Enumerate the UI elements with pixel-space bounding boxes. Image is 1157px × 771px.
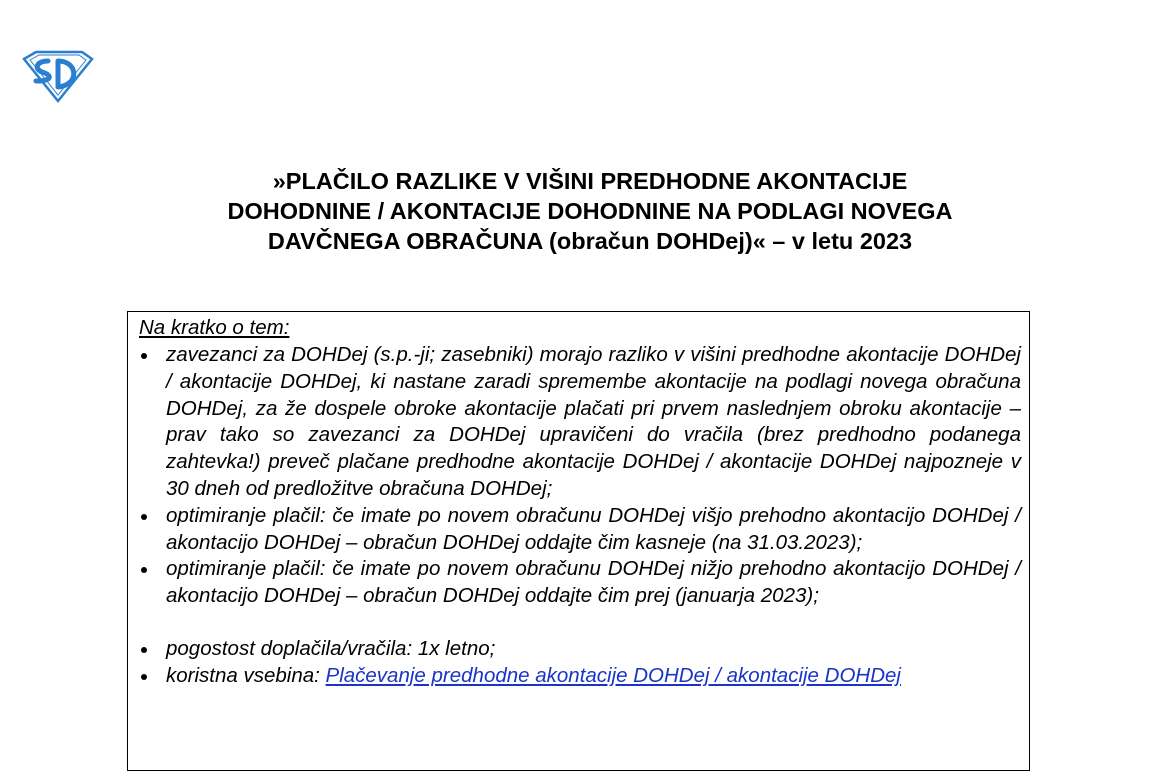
bullet-icon — [141, 647, 147, 653]
bullet-icon — [141, 567, 147, 573]
useful-content-link[interactable]: Plačevanje predhodne akontacije DOHDej / akontacije DOHDej — [325, 663, 901, 687]
summary-list — [128, 342, 1029, 690]
bullet-icon — [141, 353, 147, 359]
useful-content-label: koristna vsebina: — [166, 663, 326, 687]
bullet-icon — [141, 514, 147, 520]
summary-heading: Na kratko o tem: — [139, 316, 290, 339]
title-line-1: »PLAČILO RAZLIKE V VIŠINI PREDHODNE AKONTACIJE — [272, 168, 908, 194]
company-logo — [22, 49, 94, 104]
bullet-icon — [141, 674, 147, 680]
list-item: optimiranje plačil: če imate po novem obračunu DOHDej višjo prehodno akontacijo DOHDej / akontacijo DOHDej – obračun DOHDej oddajte čim kasneje (na 31.03.2023); — [128, 503, 1029, 557]
list-item: optimiranje plačil: če imate po novem obračunu DOHDej nižjo prehodno akontacijo DOHDej / akontacijo DOHDej – obračun DOHDej oddajte čim prej (januarja 2023); — [128, 556, 1029, 610]
list-item: zavezanci za DOHDej (s.p.-ji; zasebniki) morajo razliko v višini predhodne akontacije DOHDej / akontacije DOHDej, ki nastane zaradi spremembe akontacije na podlagi novega obračuna DOHDej, za že dospele obroke akontacije plačati pri prvem naslednjem obroku akontacije – prav tako so zavezanci za DOHDej upravičeni do vračila (brez predhodno podanega zahtevka!) preveč plačane predhodne akontacije DOHDej / akontacije DOHDej najpozneje v 30 dneh od predložitve obračuna DOHDej; — [128, 342, 1029, 503]
list-item — [128, 663, 1029, 690]
title-line-3: DAVČNEGA OBRAČUNA (obračun DOHDej)« – v letu 2023 — [267, 228, 913, 254]
title-line-2: DOHODNINE / AKONTACIJE DOHODNINE NA PODLAGI NOVEGA — [227, 198, 953, 224]
list-item: pogostost doplačila/vračila: 1x letno; — [128, 636, 1029, 663]
document-title — [140, 166, 1040, 256]
summary-box — [127, 311, 1030, 771]
